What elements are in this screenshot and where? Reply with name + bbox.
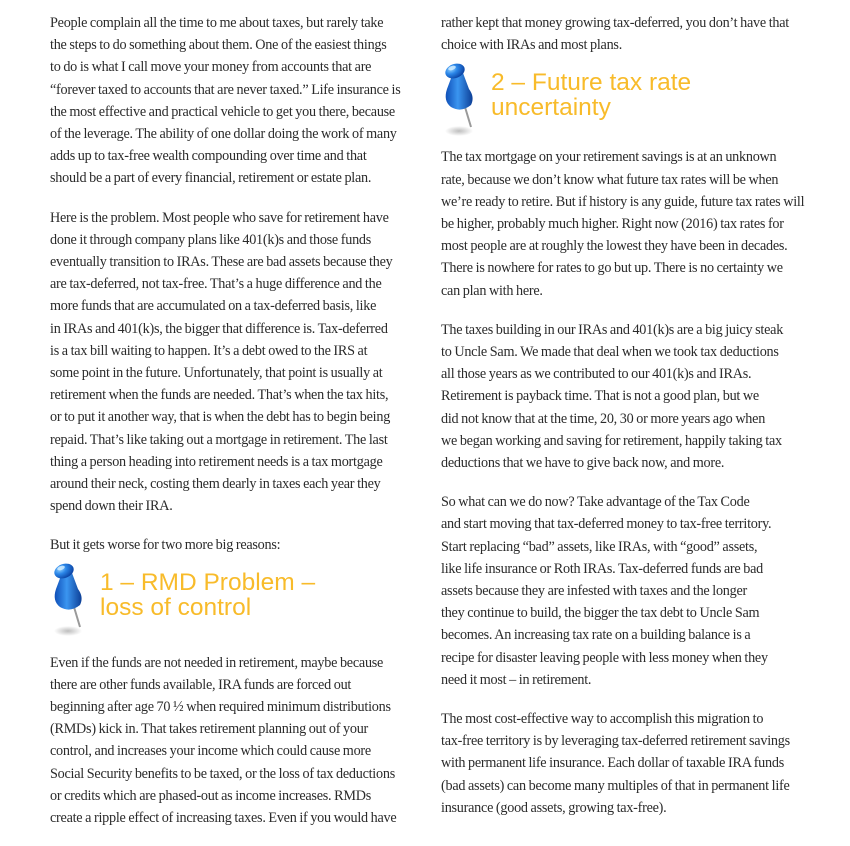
section-heading-text: 1 – RMD Problem – loss of control [100, 568, 316, 621]
problem-paragraph: Here is the problem. Most people who save for retirement have done it through company plans like 401(k)s and those funds eventually transition to IRAs. These are bad assets because they are tax-deferred, not tax-free. That’s a huge difference and the more funds that are accumulated on a tax-deferred basis, like in IRAs and 401(k)s, the bigger that difference is. Tax-deferred is a tax bill waiting to happen. It’s a debt owed to the IRS at some point in the future. Unfortunately, that point is usually at retirement when the funds are needed. That’s when the tax hits, or to put it another way, that is when the debt has to begin being repaid. That’s like taking out a mortgage in retirement. The last thing a person heading into retirement needs is a tax mortgage around their neck, costing them dearly in taxes each year they spend down their IRA. [50, 209, 393, 515]
what-can-we-do-paragraph: So what can we do now? Take advantage of the Tax Code and start moving that tax-deferred money to tax-free territory. Start replacing “bad” assets, like IRAs, with “good” assets, like life insurance or Roth IRAs. Tax-deferred funds are bad assets because they are infested with taxes and the longer they continue to build, the bigger the tax debt to Uncle Sam becomes. An increasing tax rate on a building balance is a recipe for disaster leaving people with less money when they need it most – in retirement. [441, 494, 772, 688]
rmd-continuation-paragraph: rather kept that money growing tax-deferred, you don’t have that choice with IRAs and most plans. [441, 15, 789, 54]
left-column [50, 0, 412, 846]
section-heading-rmd [50, 562, 412, 652]
right-column [441, 0, 811, 836]
juicy-steak-paragraph: The taxes building in our IRAs and 401(k)s are a big juicy steak to Uncle Sam. We made that deal when we took tax deductions all those years as we contributed to our 401(k)s and IRAs. Retirement is payback time. That is not a good plan, but we did not know that at the time, 20, 30 or more years ago when we began working and saving for retirement, happily taking tax deductions that we have to give back now, and more. [441, 321, 784, 472]
reasons-lead-paragraph: But it gets worse for two more big reasons: [50, 537, 281, 554]
pushpin-icon [46, 559, 90, 639]
section-heading-text: 2 – Future tax rate uncertainty [491, 69, 692, 122]
rmd-paragraph: Even if the funds are not needed in retirement, maybe because there are other funds available, IRA funds are forced out beginning after age 70 ½ when required minimum distributions (RMDs) kick in. That takes retirement planning out of your control, and increases your income which could cause more Social Security benefits to be taxed, or the loss of tax deductions or credits which are phased-out as income increases. RMDs create a ripple effect of increasing taxes. Even if you would have [50, 654, 397, 827]
section-heading-tax-rate [441, 62, 811, 146]
intro-paragraph: People complain all the time to me about taxes, but rarely take the steps to do something about them. One of the easiest things to do is what I call move your money from accounts that are “forever taxed to accounts that are never taxed.” Life insurance is the most effective and practical vehicle to get you there, because of the leverage. The ability of one dollar doing the work of many adds up to tax-free wealth compounding over time and that should be a part of every financial, retirement or estate plan. [50, 15, 401, 187]
cost-effective-paragraph: The most cost-effective way to accomplish this migration to tax-free territory is by leveraging tax-deferred retirement savings with permanent life insurance. Each dollar of taxable IRA funds (bad assets) can become many multiples of that in permanent life insurance (good assets, growing tax-free). [441, 711, 790, 816]
tax-mortgage-paragraph: The tax mortgage on your retirement savings is at an unknown rate, because we don’t know what future tax rates will be when we’re ready to retire. But if history is any guide, future tax rates will be higher, probably much higher. Right now (2016) tax rates for most people are at roughly the lowest they have been in decades. There is nowhere for rates to go but up. There is no certainty we can plan with here. [441, 149, 805, 299]
pushpin-icon [437, 59, 481, 139]
